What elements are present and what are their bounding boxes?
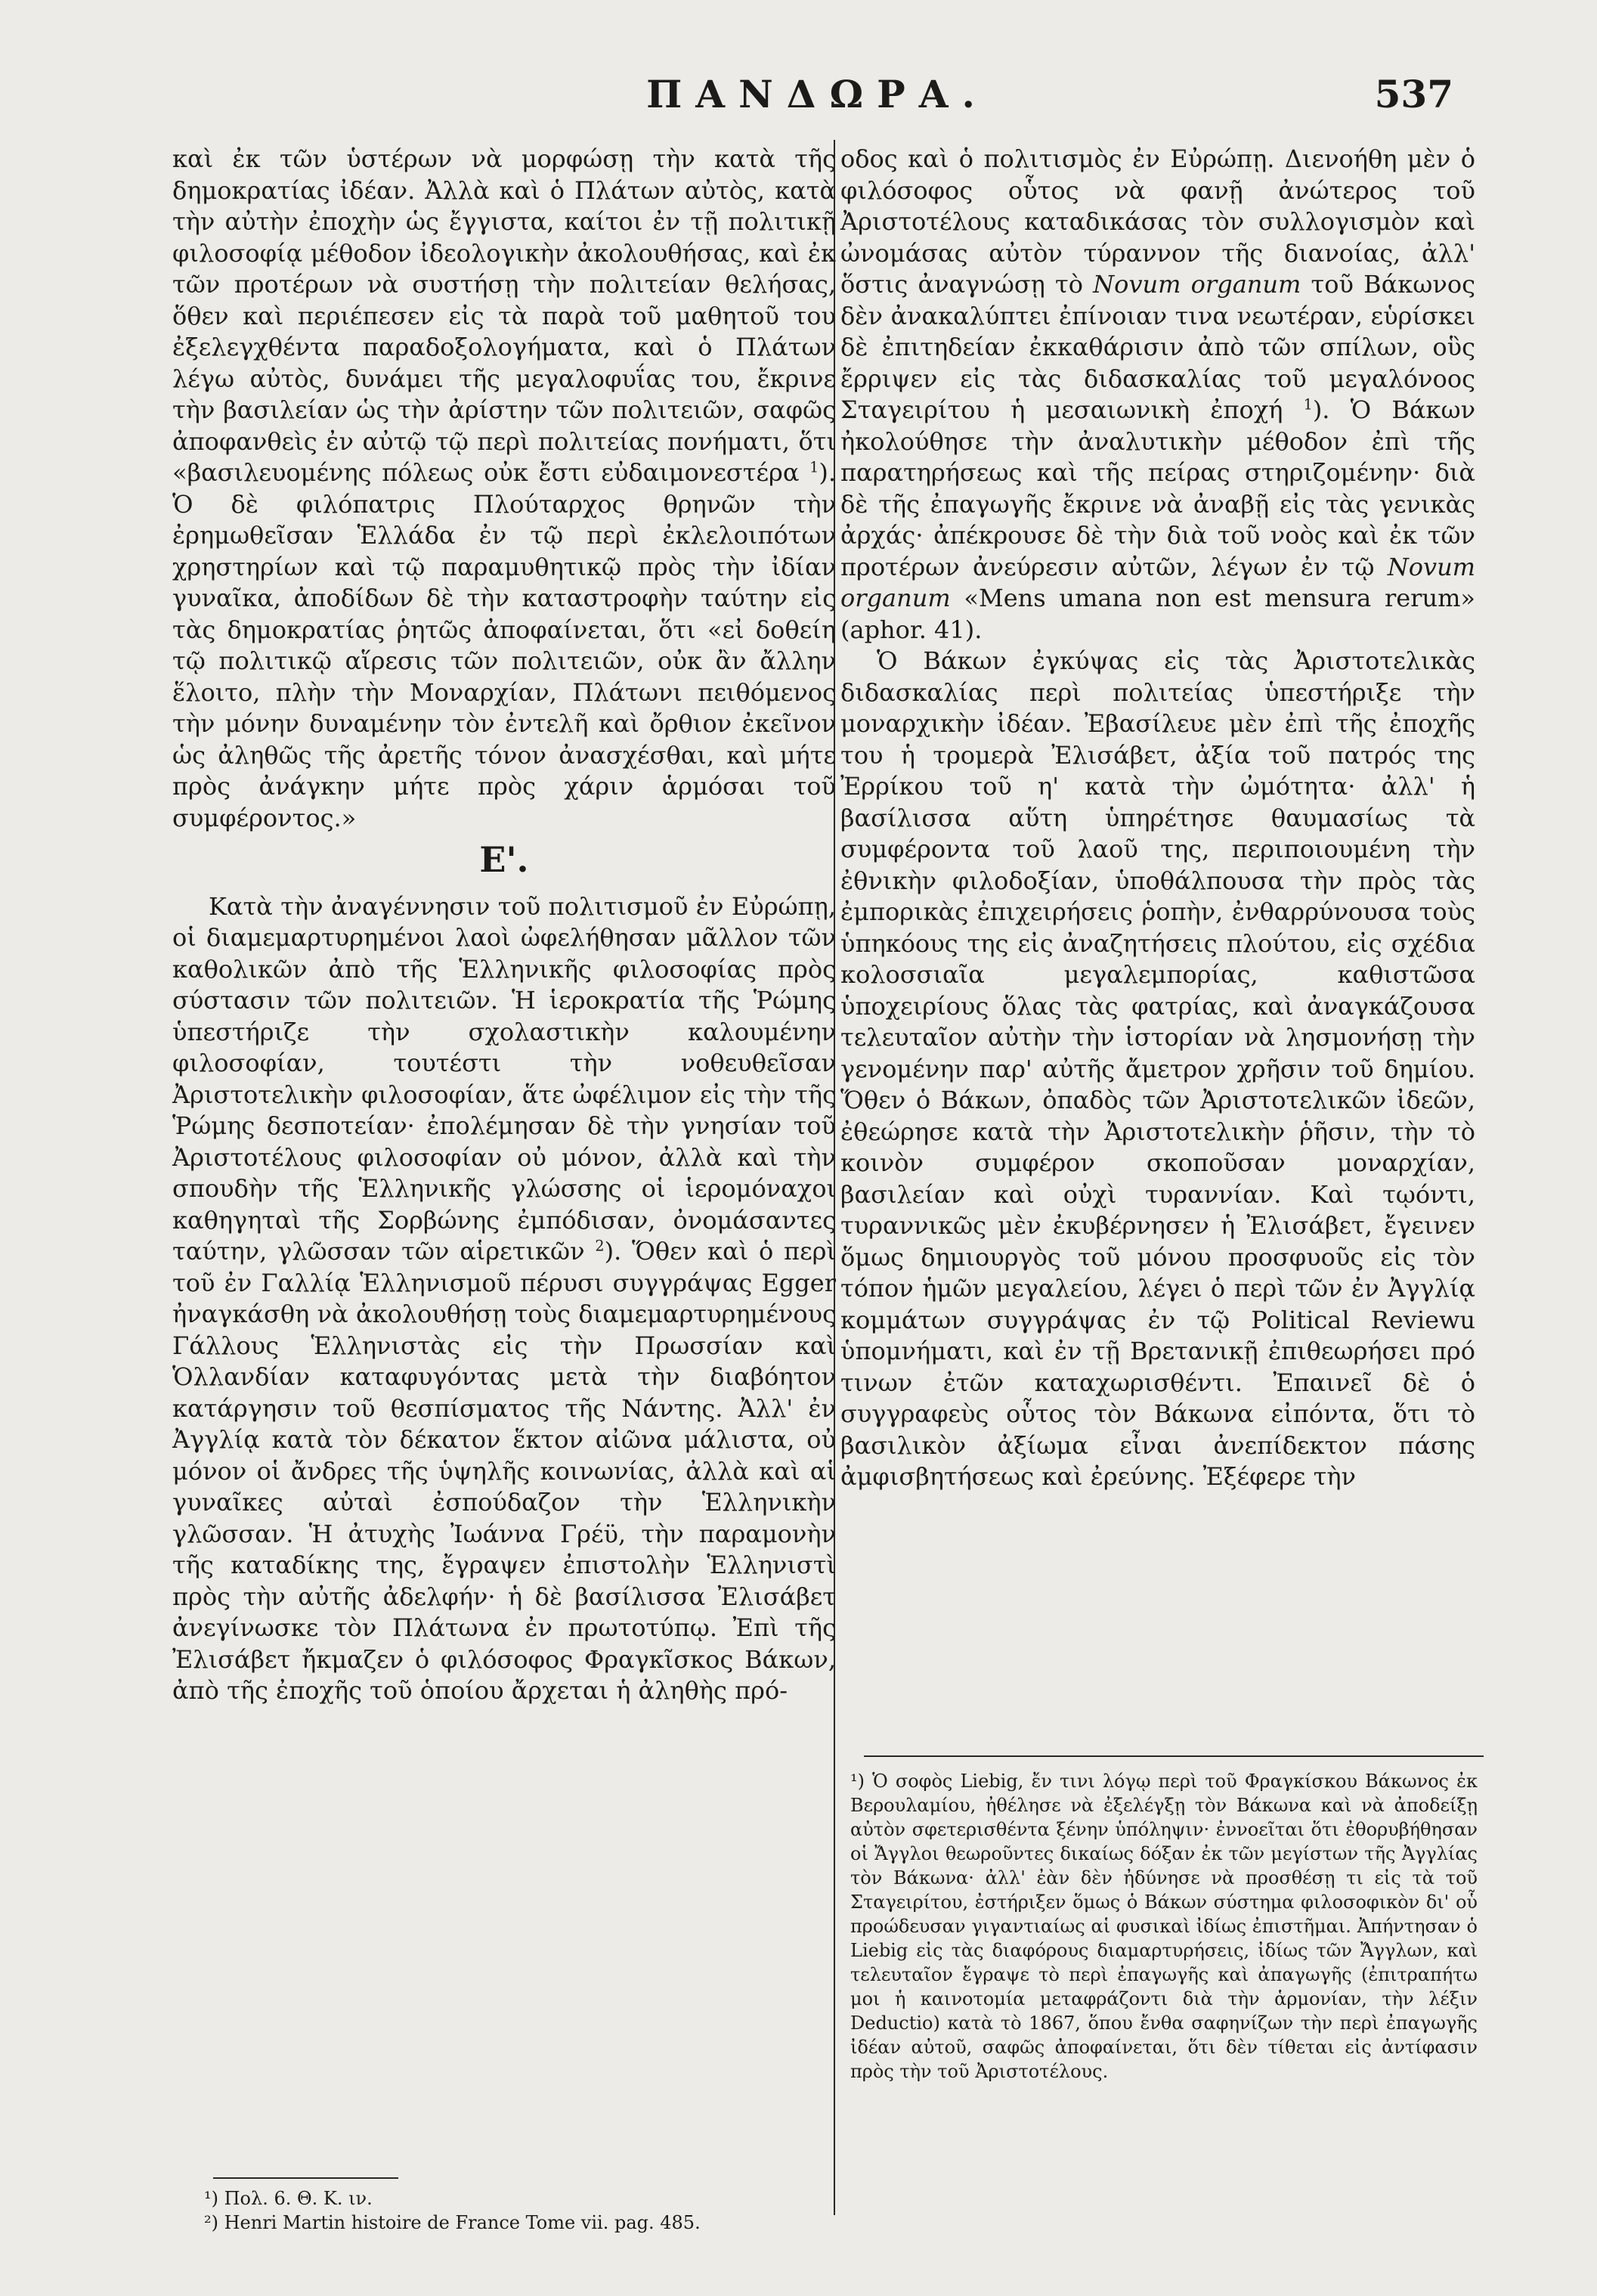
left-paragraph-2-cont: ). Ὅθεν καὶ ὁ περὶ τοῦ ἐν Γαλλίᾳ Ἑλληνισμοῦ πέρυσι συγγράψας Egger ἠναγκάσθη νὰ ἀκολουθήσῃ τοὺς διαμεμαρτυρημένους Γάλλους Ἑλληνιστὰς εἰς τὴν Πρωσσίαν καὶ Ὁλλανδίαν καταφυγόντας μετὰ τὴν διαβόητον κατάργησιν τοῦ θεσπίσματος τῆς Νάντης. Ἀλλ' ἐν Ἀγγλίᾳ κατὰ τὸν δέκατον ἕκτον αἰῶνα μάλιστα, οὐ μόνον οἱ ἄνδρες τῆς ὑψηλῆς κοινωνίας, ἀλλὰ καὶ αἱ γυναῖκες αὐταὶ ἐσπούδαζον τὴν Ἑλληνικὴν γλῶσσαν. Ἡ ἀτυχὴς Ἰωάννα Γρέϋ, τὴν παραμονὴν τῆς καταδίκης της, ἔγραψεν ἐπιστολὴν Ἑλληνιστὶ πρὸς τὴν αὐτῆς ἀδελφήν· ἡ δὲ βασίλισσα Ἐλισάβετ ἀνεγίνωσκε τὸν Πλάτωνα ἐν πρωτοτύπῳ. Ἐπὶ τῆς Ἐλισάβετ ἤκμαζεν ὁ φιλόσοφος Φραγκῖσκος Βάκων, ἀπὸ τῆς ἐποχῆς τοῦ ὁποίου ἄρχεται ἡ ἀληθὴς πρό- (172, 1237, 837, 1705)
work-title-novum-organum: Novum organum (1093, 270, 1301, 299)
footnotes-right (850, 1769, 1478, 2084)
right-paragraph-1-cont2: ). Ὁ Βάκων ἠκολούθησε τὴν ἀναλυτικὴν μέθοδον ἐπὶ τῆς παρατηρήσεως καὶ τῆς πείρας στηριζομένην· διὰ δὲ τῆς ἐπαγωγῆς ἔκρινε νὰ ἀναβῇ εἰς τὰς γενικὰς ἀρχάς· ἀπέκρουσε δὲ τὴν διὰ τοῦ νοὸς καὶ ἐκ τῶν προτέρων ἀνεύρεσιν αὐτῶν, λέγων ἐν τῷ (840, 395, 1476, 581)
right-paragraph-1-cont: τοῦ Βάκωνος δὲν ἀνακαλύπτει ἐπίνοιαν τινα νεωτέραν, εὑρίσκει δὲ ἐπιτηδείαν ἐκκαθάρισιν ἀπὸ τῶν σπίλων, οὓς ἔρριψεν εἰς τὰς διδασκαλίας τοῦ μεγαλόνοος Σταγειρίτου ἡ μεσαιωνικὴ ἐποχή (840, 270, 1475, 424)
footnote-ref-1-right: 1 (1303, 395, 1313, 414)
right-paragraph-1 (840, 144, 1475, 646)
left-paragraph-1-cont: ). Ὁ δὲ φιλόπατρις Πλούταρχος θρηνῶν τὴν ἐρημωθεῖσαν Ἑλλάδα ἐν τῷ περὶ ἐκλελοιπότων χρηστηρίων καὶ τῷ παραμυθητικῷ πρὸς τὴν ἰδίαν γυναῖκα, ἀποδίδων δὲ τὴν καταστροφὴν ταύτην εἰς τὰς δημοκρατίας ῥητῶς ἀποφαίνεται, ὅτι «εἰ δοθείη τῷ πολιτικῷ αἵρεσις τῶν πολιτειῶν, οὐκ ἂν ἄλλην ἕλοιτο, πλὴν τὴν Μοναρχίαν, Πλάτωνι πειθόμενος τὴν μόνην δυναμένην τὸν ἐντελῆ καὶ ὄρθιον ἐκεῖνον ὡς ἀληθῶς τῆς ἀρετῆς τόνον ἀνασχέσθαι, καὶ μήτε πρὸς ἀνάγκην μήτε πρὸς χάριν ἁρμόσαι τοῦ συμφέροντος.» (172, 458, 837, 832)
right-column (840, 144, 1475, 1493)
work-title-novum-organum-2: Novum organum (840, 552, 1476, 612)
footnote-rule-right (864, 1755, 1484, 1757)
footnote-ref-1: 1 (809, 458, 819, 476)
right-paragraph-1-quote: «Mens umana non est mensura rerum» (aphor. 41). (840, 584, 1475, 644)
left-paragraph-1-text: καὶ ἐκ τῶν ὑστέρων νὰ μορφώσῃ τὴν κατὰ τῆς δημοκρατίας ἰδέαν. Ἀλλὰ καὶ ὁ Πλάτων αὐτὸς, κατὰ τὴν αὐτὴν ἐποχὴν ὡς ἔγγιστα, καίτοι ἐν τῇ πολιτικῇ φιλοσοφίᾳ μέθοδον ἰδεολογικὴν ἀκολουθήσας, καὶ ἐκ τῶν προτέρων νὰ συστήσῃ τὴν πολιτείαν θελήσας, ὅθεν καὶ περιέπεσεν εἰς τὰ παρὰ τοῦ μαθητοῦ του ἐξελεγχθέντα παραδοξολογήματα, καὶ ὁ Πλάτων λέγω αὐτὸς, δυνάμει τῆς μεγαλοφυΐας του, ἔκρινε τὴν βασιλείαν ὡς τὴν ἀρίστην τῶν πολιτειῶν, σαφῶς ἀποφανθεὶς ἐν αὐτῷ τῷ περὶ πολιτείας πονήματι, ὅτι «βασιλευομένης πόλεως οὐκ ἔστι εὐδαιμονεστέρα (172, 144, 836, 487)
footnotes-left (204, 2186, 809, 2235)
right-paragraph-1-text: οδος καὶ ὁ πολιτισμὸς ἐν Εὐρώπῃ. Διενοήθη μὲν ὁ φιλόσοφος οὗτος νὰ φανῇ ἀνώτερος τοῦ Ἀριστοτέλους καταδικάσας τὸν συλλογισμὸν καὶ ὠνομάσας αὐτὸν τύραννον τῆς διανοίας, ἀλλ' ὅστις ἀναγνώσῃ τὸ (840, 144, 1475, 299)
footnote-rule-left (213, 2177, 398, 2179)
section-heading: Ε'. (479, 839, 529, 880)
right-paragraph-2-text: Ὁ Βάκων ἐγκύψας εἰς τὰς Ἀριστοτελικὰς διδασκαλίας περὶ πολιτείας ὑπεστήριξε τὴν μοναρχικὴν ἰδέαν. Ἐβασίλευε μὲν ἐπὶ τῆς ἐποχῆς του ἡ τρομερὰ Ἐλισάβετ, ἀξία τοῦ πατρός της Ἐρρίκου τοῦ η' κατὰ τὴν ὠμότητα· ἀλλ' ἡ βασίλισσα αὕτη ὑπηρέτησε θαυμασίως τὰ συμφέροντα τοῦ λαοῦ της, περιποιουμένη τὴν ἐθνικὴν φιλοδοξίαν, ὑποθάλπουσα τὴν πρὸς τὰς ἐμπορικὰς ἐπιχειρήσεις ῥοπὴν, ἐνθαρρύνουσα τοὺς ὑπηκόους της εἰς ἀναζητήσεις πλούτου, εἰς σχέδια κολοσσιαῖα μεγαλεμπορίας, καθιστῶσα ὑποχειρίους ὅλας τὰς φατρίας, καὶ ἀναγκάζουσα τελευταῖον αὐτὴν τὴν ἱστορίαν νὰ λησμονήσῃ τὴν γενομένην παρ' αὐτῆς ἄμετρον χρῆσιν τοῦ δημίου. Ὅθεν ὁ Βάκων, ὀπαδὸς τῶν Ἀριστοτελικῶν ἰδεῶν, ἐθεώρησε κατὰ τὴν Ἀριστοτελικὴν ῥῆσιν, τὴν τὸ κοινὸν συμφέρον σκοποῦσαν μοναρχίαν, βασιλείαν καὶ οὐχὶ τυραννίαν. Καὶ τῳόντι, τυραννικῶς μὲν ἐκυβέρνησεν ἡ Ἐλισάβετ, ἔγεινεν ὅμως δημιουργὸς τοῦ μόνου προσφυοῦς εἰς τὸν τόπον ἡμῶν μεγαλείου, λέγει ὁ περὶ τῶν ἐν Ἀγγλίᾳ κομμάτων συγγράψας ἐν τῷ (840, 646, 1475, 1334)
footnote-right-1: ¹) Ὁ σοφὸς Liebig, ἔν τινι λόγῳ περὶ τοῦ Φραγκίσκου Βάκωνος ἐκ Βερουλαμίου, ἠθέλησε νὰ ἐξελέγξῃ τὸν Βάκωνα καὶ νὰ ἀποδείξῃ αὐτὸν σφετερισθέντα ξένην ὑπόληψιν· ἐννοεῖται ὅτι ἐθορυβήθησαν οἱ Ἄγγλοι θεωροῦντες δικαίως δόξαν ἐκ τῶν μεγίστων τῆς Ἀγγλίας τὸν Βάκωνα· ἀλλ' ἐὰν δὲν ἠδύνησε νὰ προσθέσῃ τι εἰς τὰ τοῦ Σταγειρίτου, ἐστήριξεν ὅμως ὁ Βάκων σύστημα φιλοσοφικὸν δι' οὗ προώδευσαν γιγαντιαίως αἱ φυσικαὶ ἰδίως ἐπιστῆμαι. Ἀπήντησαν ὁ Liebig εἰς τὰς διαφόρους διαμαρτυρήσεις, ἰδίως τῶν Ἄγγλων, καὶ τελευταῖον ἔγραψε τὸ περὶ ἐπαγωγῆς καὶ ἀπαγωγῆς (ἐπιτραπήτω μοι ἡ καινοτομία μεταφράζοντι διὰ τὴν ἁρμονίαν, τὴν λέξιν Deductio) κατὰ τὸ 1867, ὅπου ἔνθα σαφηνίζων τὴν περὶ ἐπαγωγῆς ἰδέαν αὐτοῦ, σαφῶς ἀποφαίνεται, ὅτι δὲν τίθεται εἰς ἀντίφασιν πρὸς τὴν τοῦ Ἀριστοτέλους. (850, 1771, 1478, 2082)
footnote-left-1: ¹) Πολ. 6. Θ. Κ. ιν. (204, 2188, 373, 2209)
left-paragraph-2-text: Κατὰ τὴν ἀναγέννησιν τοῦ πολιτισμοῦ ἐν Εὐρώπῃ, οἱ διαμεμαρτυρημένοι λαοὶ ὠφελήθησαν μᾶλλον τῶν καθολικῶν ἀπὸ τῆς Ἑλληνικῆς φιλοσοφίας πρὸς σύστασιν τῶν πολιτειῶν. Ἡ ἱεροκρατία τῆς Ῥώμης ὑπεστήριζε τὴν σχολαστικὴν καλουμένην φιλοσοφίαν, τουτέστι τὴν νοθευθεῖσαν Ἀριστοτελικὴν φιλοσοφίαν, ἅτε ὠφέλιμον εἰς τὴν τῆς Ῥώμης δεσποτείαν· ἐπολέμησαν δὲ τὴν γνησίαν τοῦ Ἀριστοτέλους φιλοσοφίαν οὐ μόνον, ἀλλὰ καὶ τὴν σπουδὴν τῆς Ἑλληνικῆς γλώσσης οἱ ἱερομόναχοι καθηγηταὶ τῆς Σορβώνης ἐμπόδισαν, ὀνομάσαντες ταύτην, γλῶσσαν τῶν αἱρετικῶν (172, 891, 836, 1266)
right-paragraph-2 (840, 646, 1475, 1493)
left-column (172, 144, 836, 1707)
page-number: 537 (1374, 72, 1453, 116)
left-paragraph-1 (172, 144, 836, 834)
footnote-ref-2: 2 (595, 1237, 605, 1255)
running-head (174, 72, 1461, 132)
right-paragraph-2-cont: ὑπομνήματι, καὶ ἐν τῇ Βρετανικῇ ἐπιθεωρήσει πρό τινων ἐτῶν καταχωρισθέντι. Ἐπαινεῖ δὲ ὁ συγγραφεὺς οὗτος τὸν Βάκωνα εἰπόντα, ὅτι τὸ βασιλικὸν ἀξίωμα εἶναι ἀνεπίδεκτον πάσης ἀμφισβητήσεως καὶ ἐρεύνης. Ἐξέφερε τὴν (840, 1337, 1475, 1491)
journal-title: Political Reviewu (1251, 1305, 1476, 1334)
left-paragraph-2 (172, 891, 836, 1707)
footnote-left-2: ²) Henri Martin histoire de France Tome vii. pag. 485. (204, 2212, 701, 2233)
running-title: ΠΑΝΔΩΡΑ. (646, 72, 989, 116)
